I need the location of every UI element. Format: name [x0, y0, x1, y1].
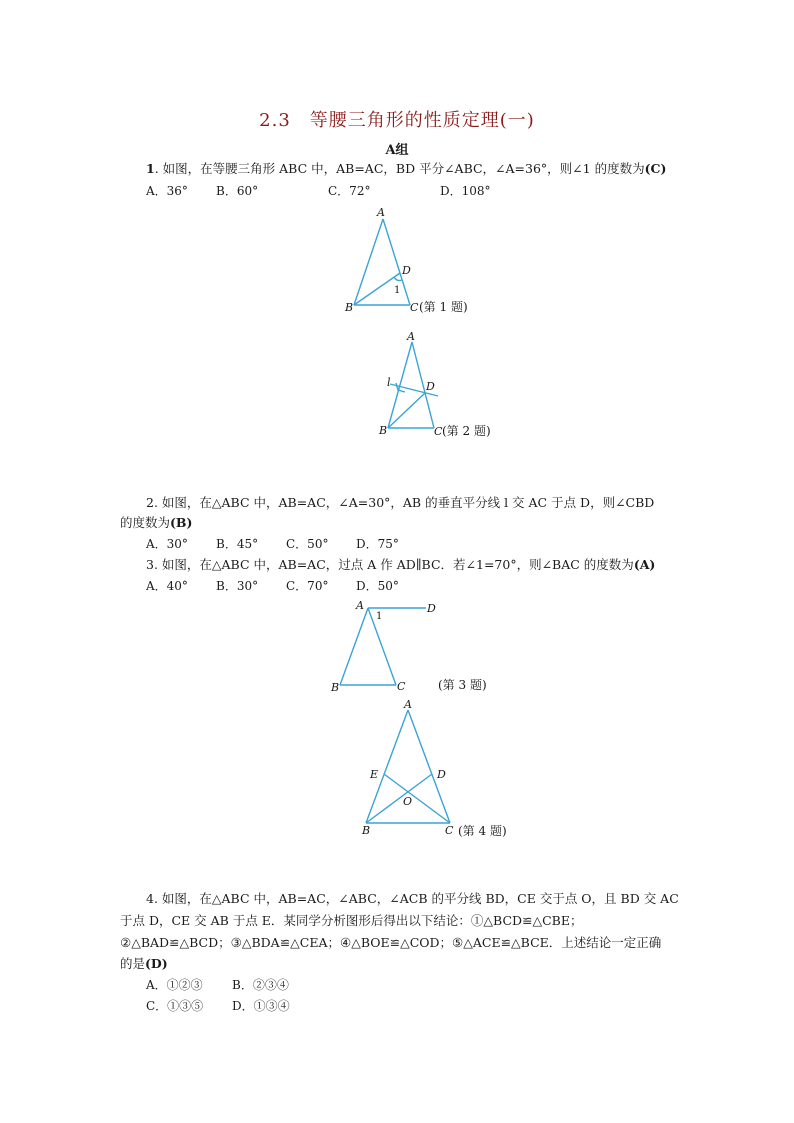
question-3: [146, 555, 655, 575]
option-d: D．①③④: [232, 999, 290, 1013]
options-4-row-2: [146, 996, 290, 1016]
question-4-line-1: 4. 如图，在△ABC 中，AB=AC，∠ABC，∠ACB 的平分线 BD，CE 交于点 O，且 BD 交 AC: [146, 891, 679, 906]
option-d: D．108°: [440, 184, 491, 198]
point-label-b: B: [379, 424, 388, 437]
option-c: C．①③⑤: [146, 999, 204, 1013]
question-2-line-1: 2. 如图，在△ABC 中，AB=AC，∠A=30°，AB 的垂直平分线 l 交 AC 于点 D，则∠CBD: [146, 495, 655, 510]
figure-3: [326, 598, 526, 698]
angle-label-1: 1: [376, 611, 383, 622]
option-c: C．72°: [328, 184, 371, 198]
option-a: A．①②③: [146, 978, 203, 992]
line-label-l: l: [387, 376, 391, 389]
point-label-c: C: [434, 425, 443, 438]
point-label-b: B: [362, 824, 371, 837]
option-d: D．50°: [356, 579, 399, 593]
option-a: A．40°: [146, 579, 188, 593]
answer: (C): [644, 161, 667, 176]
option-b: B．②③④: [232, 978, 289, 992]
question-4-line-3: ②△BAD≌△BCD；③△BDA≌△CEA；④△BOE≌△COD；⑤△ACE≌△BCE．上述结论一定正确: [120, 935, 662, 950]
question-stem: . 如图，在等腰三角形 ABC 中，AB=AC，BD 平分∠ABC，∠A=36°，则∠1 的度数为: [154, 161, 645, 176]
point-label-a: A: [356, 599, 364, 612]
point-label-b: B: [345, 301, 354, 314]
figure-1: [340, 205, 500, 315]
option-d: D．75°: [356, 537, 399, 551]
answer: (A): [633, 557, 656, 572]
point-label-d: D: [426, 380, 435, 393]
figure-4: [358, 698, 558, 838]
segment-ab: [366, 710, 408, 823]
point-label-c: C: [397, 680, 406, 693]
point-label-c: C: [445, 824, 454, 837]
point-label-d: D: [402, 264, 411, 277]
question-4-line-2: 于点 D，CE 交 AB 于点 E．某同学分析图形后得出以下结论：①△BCD≌△CBE；: [120, 913, 583, 928]
question-2-line-2: [120, 513, 192, 533]
page-title: 2.3 等腰三角形的性质定理(一): [259, 110, 535, 131]
question-4-line-4: [120, 954, 168, 974]
point-label-b: B: [331, 681, 340, 694]
angle-label-1: 1: [394, 285, 401, 296]
answer: (B): [170, 515, 193, 530]
option-b: B．60°: [216, 184, 259, 198]
segment-ce: [384, 774, 450, 823]
figure-caption: (第 1 题): [419, 300, 468, 314]
options-1: [146, 181, 491, 201]
options-3: [146, 576, 399, 596]
segment-ab: [354, 219, 383, 305]
point-label-o: O: [403, 795, 413, 808]
option-b: B．30°: [216, 579, 259, 593]
point-label-e: E: [370, 768, 379, 781]
figure-2: [378, 332, 538, 442]
options-2: [146, 534, 399, 554]
point-label-a: A: [407, 330, 415, 343]
figure-caption: (第 3 题): [438, 678, 487, 692]
question-number: 1: [146, 161, 155, 176]
figure-caption: (第 2 题): [442, 424, 491, 438]
option-c: C．50°: [286, 537, 329, 551]
point-label-d: D: [427, 602, 436, 615]
segment-ab: [340, 608, 368, 685]
point-label-c: C: [410, 301, 419, 314]
options-4-row-1: [146, 975, 289, 995]
point-label-a: A: [377, 206, 385, 219]
option-a: A．36°: [146, 184, 188, 198]
group-heading: A组: [385, 143, 409, 158]
question-stem: 的度数为: [120, 515, 171, 530]
question-stem: 3. 如图，在△ABC 中，AB=AC，过点 A 作 AD∥BC．若∠1=70°，则∠BAC 的度数为: [146, 557, 634, 572]
answer: (D): [145, 956, 168, 971]
figure-caption: (第 4 题): [458, 824, 507, 838]
point-label-d: D: [437, 768, 446, 781]
option-a: A．30°: [146, 537, 188, 551]
point-label-a: A: [404, 698, 412, 711]
question-1: [146, 159, 666, 179]
option-c: C．70°: [286, 579, 329, 593]
option-b: B．45°: [216, 537, 259, 551]
segment-ac: [408, 710, 450, 823]
question-stem: 的是: [120, 956, 146, 971]
segment-bd: [366, 774, 432, 823]
